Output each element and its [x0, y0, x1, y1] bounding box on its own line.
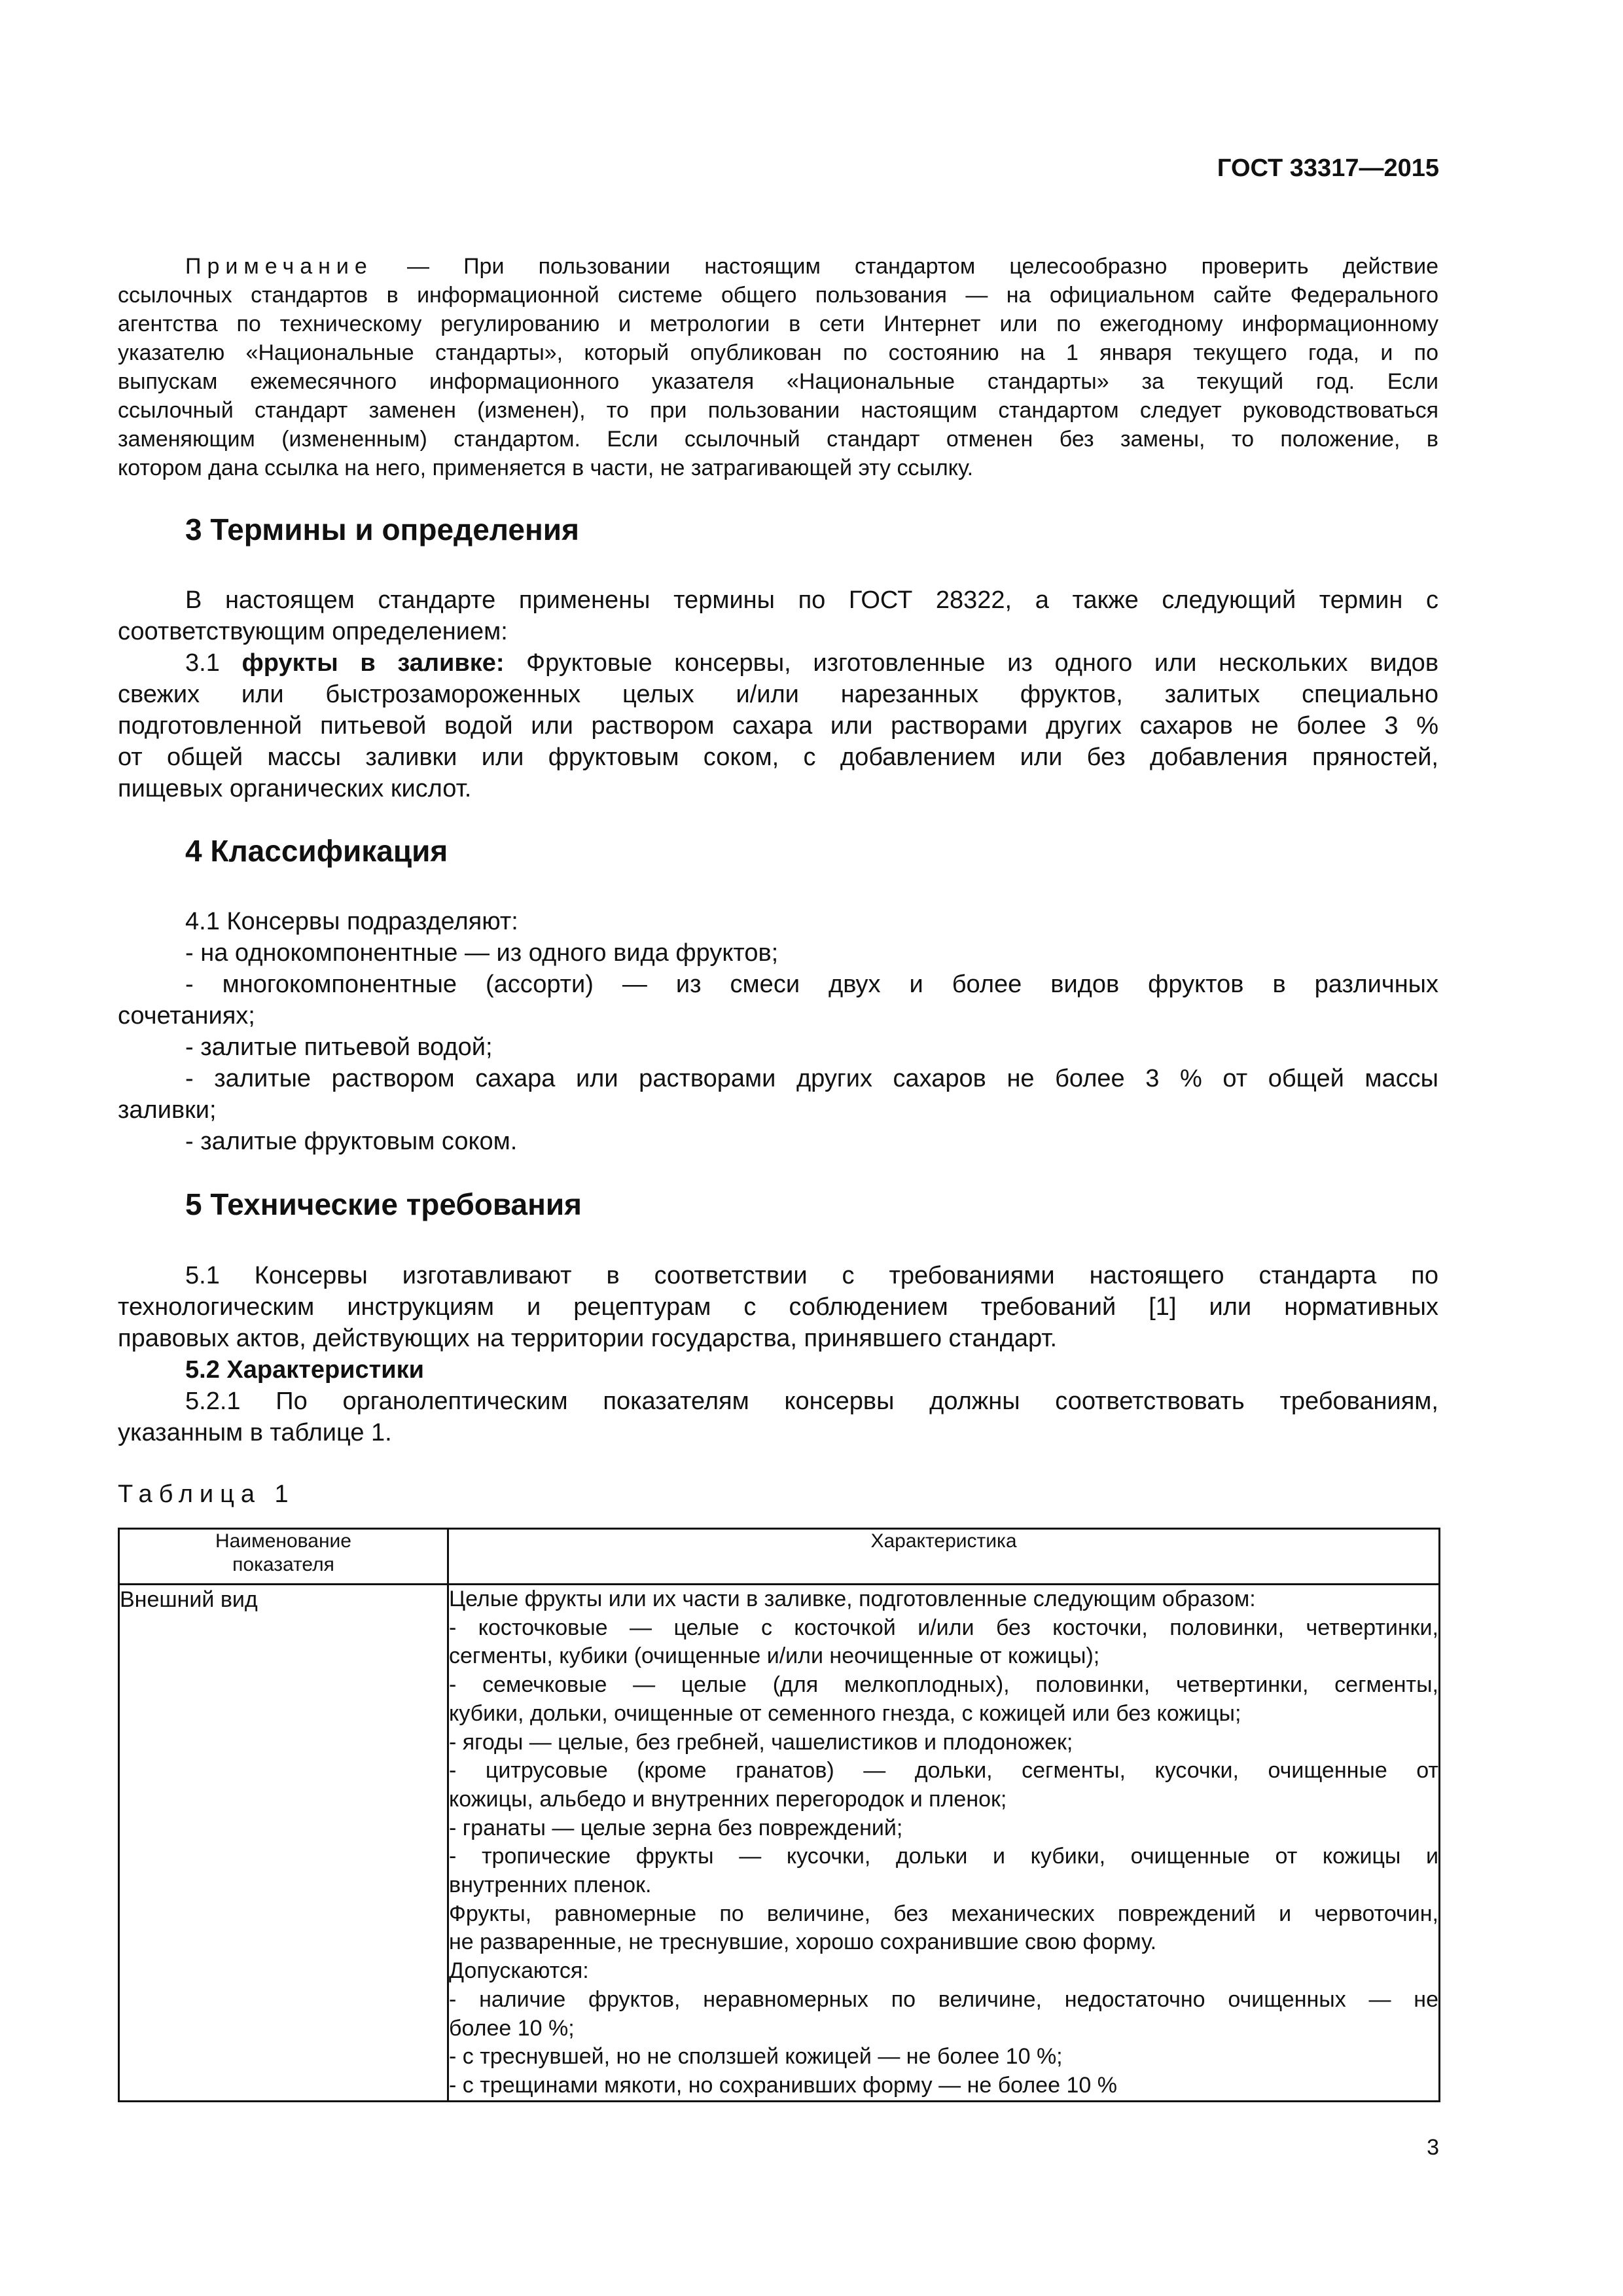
- note-line: выпускам ежемесячного информационного указателя «Национальные стандарты» за текущий год. Если: [118, 369, 1438, 394]
- paragraph-line: технологическим инструкциям и рецептурам с соблюдением требований [1] или нормативных: [118, 1293, 1438, 1321]
- paragraph-line: от общей массы заливки или фруктовым соком, с добавлением или без добавления пряностей,: [118, 744, 1438, 771]
- note-line: агентства по техническому регулированию и метрологии в сети Интернет или по ежегодному информационному: [118, 312, 1438, 336]
- note-label: Примечание: [185, 254, 373, 279]
- list-item: - залитые раствором сахара или растворами других сахаров не более 3 % от общей массы: [185, 1065, 1438, 1092]
- definition-text: Фруктовые консервы, изготовленные из одного или нескольких видов: [504, 649, 1439, 677]
- paragraph-line: пищевых органических кислот.: [118, 775, 472, 802]
- paragraph-line: указанным в таблице 1.: [118, 1419, 392, 1446]
- paragraph-line: В настоящем стандарте применены термины по ГОСТ 28322, а также следующий термин с: [185, 586, 1438, 614]
- list-item: - залитые питьевой водой;: [185, 1033, 493, 1061]
- section-heading: 4 Классификация: [185, 834, 448, 868]
- note-line: котором дана ссылка на него, применяется в части, не затрагивающей эту ссылку.: [118, 456, 974, 480]
- page-number: 3: [1427, 2135, 1439, 2160]
- term-number: 3.1: [185, 649, 242, 677]
- note-line: [185, 252, 1438, 281]
- note-line: ссылочный стандарт заменен (изменен), то при пользовании настоящим стандартом следует руководствоваться: [118, 398, 1438, 423]
- paragraph-line: правовых актов, действующих на территории государства, принявшего стандарт.: [118, 1325, 1058, 1352]
- column-header-characteristic: Характеристика: [448, 1529, 1440, 1585]
- note-line: ссылочных стандартов в информационной системе общего пользования — на официальном сайте Федерального: [118, 283, 1438, 308]
- subsection-heading: 5.2 Характеристики: [185, 1356, 425, 1384]
- term-definition-line: [185, 647, 1438, 679]
- table-caption: Таблица 1: [118, 1480, 295, 1508]
- list-item: - на однокомпонентные — из одного вида фруктов;: [185, 939, 779, 967]
- column-header-name: Наименование показателя: [119, 1529, 448, 1585]
- paragraph-line: 4.1 Консервы подразделяют:: [185, 908, 518, 935]
- paragraph-line: соответствующим определением:: [118, 618, 508, 645]
- list-item-cont: сочетаниях;: [118, 1002, 255, 1030]
- list-item: - многокомпонентные (ассорти) — из смеси двух и более видов фруктов в различных: [185, 971, 1438, 998]
- paragraph-line: свежих или быстрозамороженных целых и/или нарезанных фруктов, залитых специально: [118, 681, 1438, 708]
- table-row: [119, 1585, 1440, 2102]
- note-line: заменяющим (измененным) стандартом. Если ссылочный стандарт отменен без замены, то положение, в: [118, 427, 1438, 452]
- table-1: [118, 1528, 1440, 2102]
- term: фрукты в заливке:: [241, 649, 505, 677]
- paragraph-line: подготовленной питьевой водой или раствором сахара или растворами других сахаров не более 3 %: [118, 712, 1438, 740]
- document-code: ГОСТ 33317—2015: [1217, 154, 1439, 182]
- paragraph-line: 5.2.1 По органолептическим показателям консервы должны соответствовать требованиям,: [185, 1388, 1438, 1415]
- section-heading: 3 Термины и определения: [185, 512, 579, 547]
- note-text: — При пользовании настоящим стандартом целесообразно проверить действие: [372, 254, 1438, 279]
- table-cell-name: Внешний вид: [119, 1585, 448, 2102]
- paragraph-line: 5.1 Консервы изготавливают в соответствии с требованиями настоящего стандарта по: [185, 1262, 1438, 1289]
- table-header-row: [119, 1529, 1440, 1585]
- table-cell-characteristic: Целые фрукты или их части в заливке, подготовленные следующим образом: - косточковые — целые с косточкой и/или без косточки, половинки, четвертинки, сегменты, кубики (очищенные и/или неочищенные от кожицы); - семечковые — целые (для мелкоплодных), половинки, четвертинки, сегменты, кубики, дольки, очищенные от семенного гнезда, с кожицей или без кожицы; - ягоды — целые, без гребней, чашелистиков и плодоножек; - цитрусовые (кроме гранатов) — дольки, сегменты, кусочки, очищенные от кожицы, альбедо и внутренних перегородок и пленок; - гранаты — целые зерна без повреждений; - тропические фрукты — кусочки, дольки и кубики, очищенные от кожицы и внутренних пленок. Фрукты, равномерные по величине, без механических повреждений и червоточин, не разваренные, не треснувшие, хорошо сохранившие свою форму. Допускаются: - наличие фруктов, неравномерных по величине, недостаточно очищенных — не более 10 %; - с треснувшей, но не сползшей кожицей — не более 10 %; - с трещинами мякоти, но сохранивших форму — не более 10 %: [448, 1585, 1440, 2102]
- note-line: указателю «Национальные стандарты», который опубликован по состоянию на 1 января текущего года, и по: [118, 340, 1438, 365]
- section-heading: 5 Технические требования: [185, 1187, 582, 1221]
- list-item: - залитые фруктовым соком.: [185, 1128, 518, 1155]
- list-item-cont: заливки;: [118, 1096, 217, 1124]
